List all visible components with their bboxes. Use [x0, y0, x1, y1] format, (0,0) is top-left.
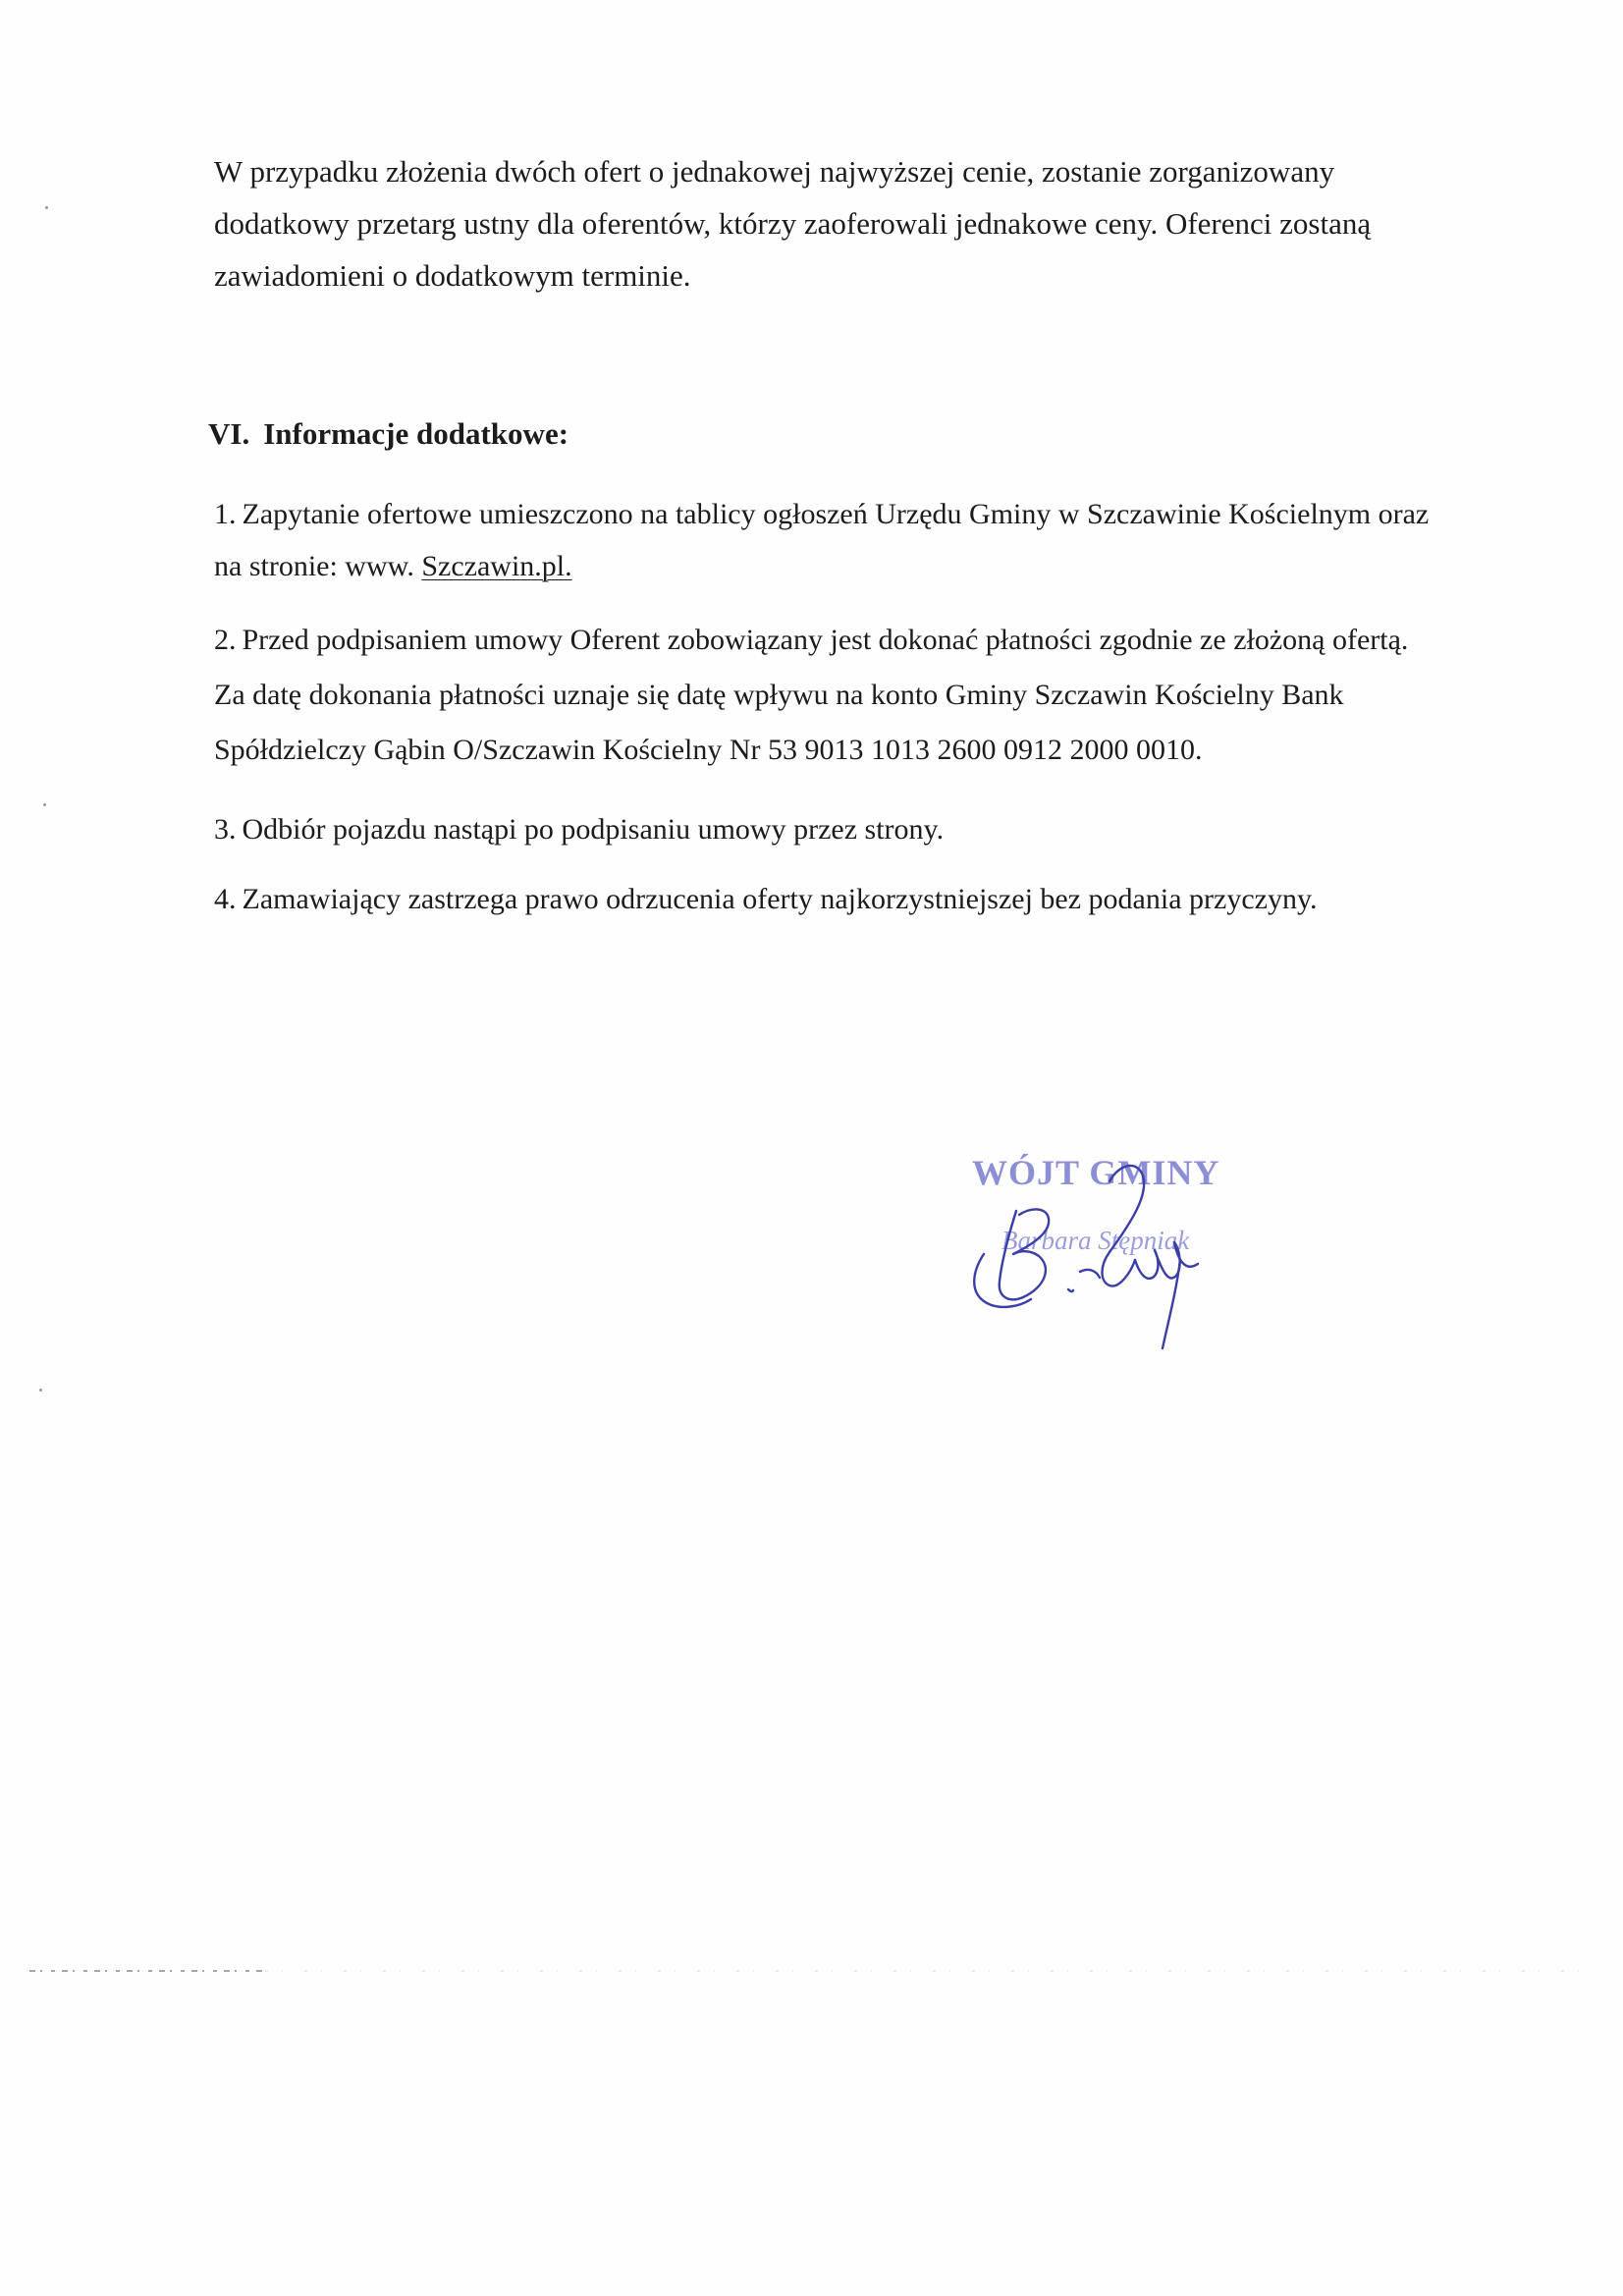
list-item-1: [214, 488, 1530, 592]
list-item-2: [214, 613, 1530, 778]
list-item-4: [214, 877, 1530, 923]
section-number: VI.: [208, 416, 250, 451]
intro-paragraph: [214, 145, 1530, 301]
item-4-number: 4.: [214, 883, 237, 915]
scan-speck: [39, 1389, 42, 1392]
item-3-text: Odbiór pojazdu nastąpi po podpisaniu umowy przez strony.: [242, 813, 945, 846]
item-2-line-3: Spółdzielczy Gąbin O/Szczawin Kościelny Nr 53 9013 1013 2600 0912 2000 0010.: [214, 734, 1203, 766]
intro-line-1: W przypadku złożenia dwóch ofert o jednakowej najwyższej cenie, zostanie zorganizowany: [214, 154, 1335, 189]
item-2-line-1: [214, 613, 1530, 668]
section-title: Informacje dodatkowe:: [263, 416, 569, 451]
official-stamp: [962, 1124, 1257, 1360]
handwritten-signature: [962, 1124, 1257, 1360]
scan-speck: [45, 206, 48, 209]
item-1-line-1: [214, 488, 1530, 540]
list-item-3: [214, 807, 1530, 853]
stamp-title: WÓJT GMINY: [972, 1153, 1220, 1192]
item-2-number: 2.: [214, 624, 237, 656]
item-2-text-1: Przed podpisaniem umowy Oferent zobowiązany jest dokonać płatności zgodnie ze złożoną ofertą.: [242, 624, 1409, 656]
scan-speck: [43, 803, 46, 806]
item-4-line: [214, 877, 1530, 923]
item-1-number: 1.: [214, 498, 237, 530]
item-1-line-2: [214, 540, 1530, 592]
item-1-text: Zapytanie ofertowe umieszczono na tablicy ogłoszeń Urzędu Gminy w Szczawinie Kościelnym oraz: [242, 498, 1430, 530]
section-heading: [208, 416, 568, 452]
intro-line-3: zawiadomieni o dodatkowym terminie.: [214, 258, 691, 293]
item-3-number: 3.: [214, 813, 237, 846]
website-link[interactable]: Szczawin.pl.: [421, 550, 572, 582]
stamp-name: Barbara Stępniak: [1001, 1226, 1190, 1255]
item-4-text: Zamawiający zastrzega prawo odrzucenia oferty najkorzystniejszej bez podania przyczyny.: [242, 883, 1318, 915]
scan-artifact-line: [29, 1970, 1600, 1972]
intro-line-2: dodatkowy przetarg ustny dla oferentów, którzy zaoferowali jednakowe ceny. Oferenci zostaną: [214, 206, 1372, 241]
item-2-line-2: Za datę dokonania płatności uznaje się datę wpływu na konto Gminy Szczawin Kościelny Bank: [214, 679, 1344, 711]
item-3-line: [214, 807, 1530, 853]
item-1-url-prefix: na stronie: www.: [214, 550, 422, 582]
